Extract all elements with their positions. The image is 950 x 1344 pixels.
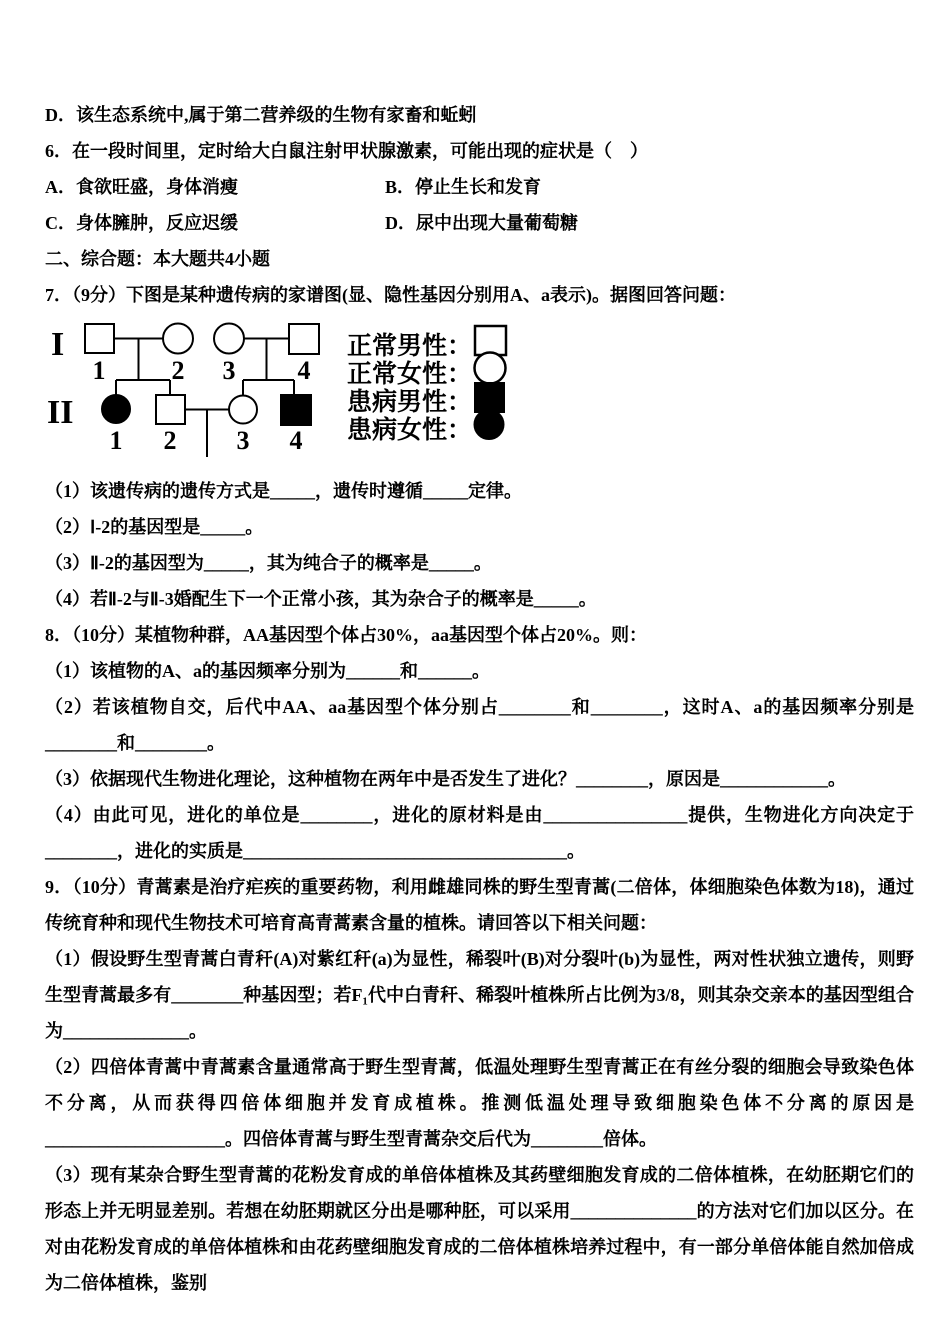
- q6-stem: 6．在一段时间里，定时给大白鼠注射甲状腺激素，可能出现的症状是（ ）: [45, 141, 648, 161]
- pedigree-gen1-label: I: [51, 326, 65, 363]
- pedigree-number-I1: 1: [92, 356, 106, 385]
- pedigree-number-I3: 3: [222, 356, 236, 385]
- legend-affected-male-symbol: [475, 383, 504, 412]
- pedigree-gen2-label: II: [47, 394, 74, 431]
- q8-part-4: （4）由此可见，进化的单位是________，进化的原材料是由________________提供，生物进化方向决定于________，进化的实质是____________________________________。: [45, 805, 914, 861]
- q8-stem: 8．（10分）某植物种群，AA基因型个体占30%，aa基因型个体占20%。则：: [45, 625, 647, 645]
- legend-label-normal-female: 正常女性：: [347, 361, 473, 388]
- legend-label-normal-male: 正常男性：: [347, 333, 473, 360]
- pedigree-symbol-II3-normal-female: [229, 396, 257, 424]
- pedigree-symbol-I4-normal-male: [289, 324, 319, 354]
- pedigree-number-II4: 4: [289, 426, 303, 455]
- q8-part-2: （2）若该植物自交，后代中AA、aa基因型个体分别占________和________，这时A、a的基因频率分别是________和________。: [45, 697, 914, 753]
- pedigree-svg: [45, 317, 515, 467]
- pedigree-symbol-I3-normal-female: [214, 324, 244, 354]
- legend-label-affected-male: 患病男性：: [347, 389, 473, 416]
- pedigree-symbol-II1-affected-female: [102, 395, 130, 423]
- legend-normal-male-symbol: [475, 326, 506, 355]
- pedigree-number-II1: 1: [109, 426, 123, 455]
- q9-part-2: （2）四倍体青蒿中青蒿素含量通常高于野生型青蒿，低温处理野生型青蒿正在有丝分裂的细胞会导致染色体不分离，从而获得四倍体细胞并发育成植株。推测低温处理导致细胞染色体不分离的原因是____________________。四倍体青蒿与野生型青蒿杂交后代为________倍体。: [45, 1057, 914, 1149]
- pedigree-number-I2: 2: [171, 356, 185, 385]
- pedigree-symbol-II4-affected-male: [281, 395, 311, 425]
- q5-option-d: D．该生态系统中,属于第二营养级的生物有家畜和蚯蚓: [45, 105, 477, 125]
- q9-part-3: （3）现有某杂合野生型青蒿的花粉发育成的单倍体植株及其药壁细胞发育成的二倍体植株，在幼胚期它们的形态上并无明显差别。若想在幼胚期就区分出是哪种胚，可以采用______________的方法对它们加以区分。在对由花粉发育成的单倍体植株和由花药壁细胞发育成的二倍体植株培养过程中，有一部分单倍体能自然加倍成为二倍体植株，鉴别: [45, 1165, 914, 1293]
- pedigree-number-II3: 3: [236, 426, 250, 455]
- q6-options-row-2: [45, 205, 914, 241]
- q8-part-3: （3）依据现代生物进化理论，这种植物在两年中是否发生了进化？________，原因是____________。: [45, 769, 846, 789]
- q6-option-c: C．身体臃肿，反应迟缓: [45, 213, 238, 233]
- pedigree-symbol-II2-normal-male: [156, 395, 185, 424]
- q6-options-row-1: [45, 169, 914, 205]
- section-heading: 二、综合题：本大题共4小题: [45, 249, 270, 269]
- legend-affected-female-symbol: [475, 410, 504, 439]
- q7-part-3: （3）Ⅱ-2的基因型为_____，其为纯合子的概率是_____。: [45, 553, 492, 573]
- q6-option-a: A．食欲旺盛，身体消瘦: [45, 177, 238, 197]
- q8-part-1: （1）该植物的A、a的基因频率分别为______和______。: [45, 661, 490, 681]
- legend-normal-female-symbol: [475, 353, 506, 384]
- q6-option-b: B．停止生长和发育: [385, 177, 542, 197]
- legend-label-affected-female: 患病女性：: [347, 417, 473, 444]
- q7-part-4: （4）若Ⅱ-2与Ⅱ-3婚配生下一个正常小孩，其为杂合子的概率是_____。: [45, 589, 597, 609]
- q9-stem: 9．（10分）青蒿素是治疗疟疾的重要药物，利用雌雄同株的野生型青蒿(二倍体，体细胞染色体数为18)，通过传统育种和现代生物技术可培育高青蒿素含量的植株。请回答以下相关问题：: [45, 877, 914, 933]
- pedigree-symbol-I2-normal-female: [163, 324, 193, 354]
- q9-part-1: （1）假设野生型青蒿白青秆(A)对紫红秆(a)为显性，稀裂叶(B)对分裂叶(b)为显性，两对性状独立遗传，则野生型青蒿最多有________种基因型；若F₁代中白青秆、稀裂叶植株所占比例为3/8，则其杂交亲本的基因型组合为______________。: [45, 949, 914, 1041]
- pedigree-number-II2: 2: [163, 426, 177, 455]
- q7-part-2: （2）Ⅰ-2的基因型是_____。: [45, 517, 264, 537]
- q6-option-d: D．尿中出现大量葡萄糖: [385, 213, 578, 233]
- q7-part-1: （1）该遗传病的遗传方式是_____，遗传时遵循_____定律。: [45, 481, 522, 501]
- pedigree-symbol-I1-normal-male: [85, 324, 114, 353]
- pedigree-figure: [45, 317, 914, 467]
- pedigree-number-I4: 4: [297, 356, 311, 385]
- q7-stem: 7．（9分）下图是某种遗传病的家谱图(显、隐性基因分别用A、a表示)。据图回答问题：: [45, 285, 736, 305]
